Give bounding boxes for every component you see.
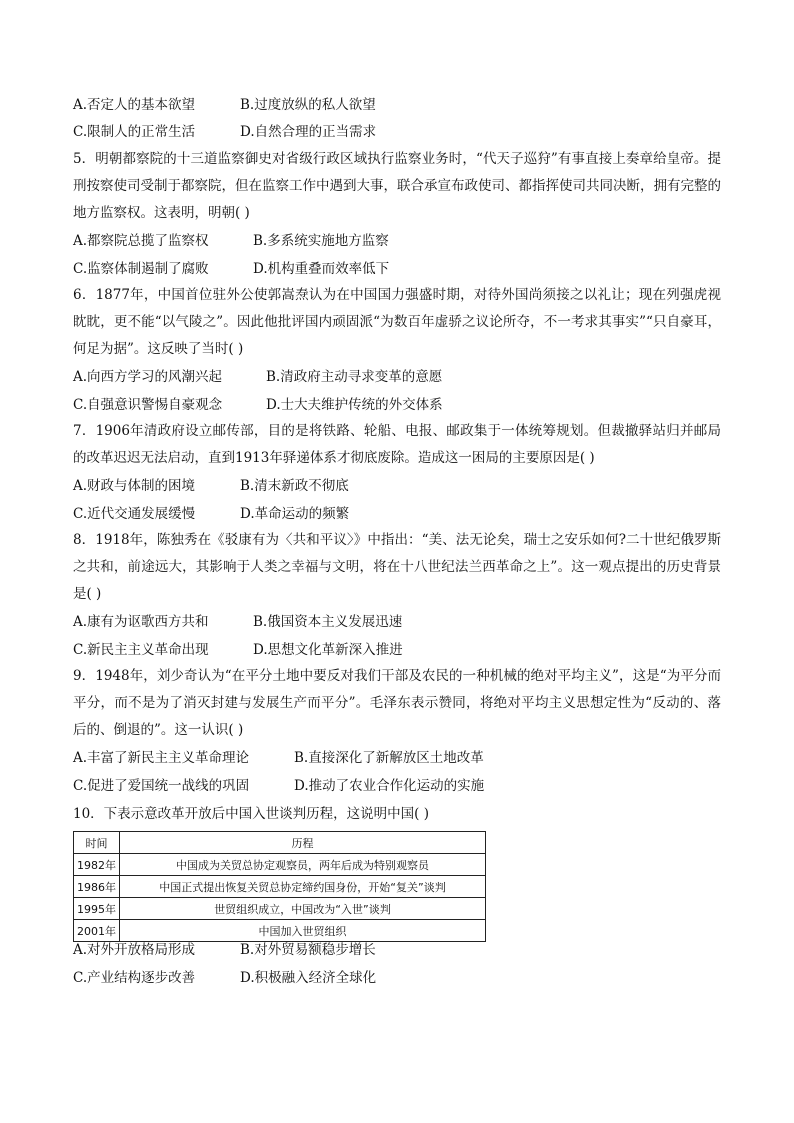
history-table [73, 831, 486, 942]
q6-option-c: C.自强意识警惕自豪观念 [73, 397, 223, 413]
q4-option-c: C.限制人的正常生活 [73, 124, 196, 140]
q10-option-d: D.积极融入经济全球化 [240, 970, 377, 986]
row-year: 1986年 [74, 876, 120, 898]
q8-option-d: D.思想文化革新深入推进 [253, 642, 403, 658]
row-event: 中国成为关贸总协定观察员，两年后成为特别观察员 [120, 854, 486, 876]
q10-stem: 10．下表示意改革开放后中国入世谈判历程，这说明中国( ) [73, 806, 430, 822]
q5-option-c: C.监察体制遏制了腐败 [73, 261, 209, 277]
q6-option-d: D.士大夫维护传统的外交体系 [266, 397, 443, 413]
q7-stem: 7．1906年清政府设立邮传部，目的是将铁路、轮船、电报、邮政集于一体统筹规划。但裁撤驿站归并邮局的改革迟迟无法启动，直到1913年驿递体系才彻底废除。造成这一困局的主要原因是( ) [73, 423, 721, 467]
q10-option-b: B.对外贸易额稳步增长 [240, 942, 376, 958]
q6-option-a: A.向西方学习的风潮兴起 [73, 369, 223, 385]
q9-option-b: B.直接深化了新解放区土地改革 [294, 750, 484, 766]
q8-option-a: A.康有为讴歌西方共和 [73, 614, 209, 630]
row-year: 1995年 [74, 898, 120, 920]
header-time: 时间 [74, 832, 120, 854]
q8-stem: 8．1918年，陈独秀在《驳康有为〈共和平议〉》中指出：“美、法无论矣，瑞士之安乐如何?二十世纪俄罗斯之共和，前途远大，其影响于人类之幸福与文明，将在十八世纪法兰西革命之上”。这一观点提出的历史背景是( ) [73, 532, 721, 603]
q9-option-d: D.推动了农业合作化运动的实施 [294, 778, 485, 794]
q5-stem: 5．明朝都察院的十三道监察御史对省级行政区域执行监察业务时，“代天子巡狩”有事直接上奏章给皇帝。提刑按察使司受制于都察院，但在监察工作中遇到大事，联合承宣布政使司、都指挥使司共同决断，拥有完整的地方监察权。这表明，明朝( ) [73, 151, 721, 222]
row-event: 中国加入世贸组织 [120, 920, 486, 942]
row-event: 世贸组织成立，中国改为“入世”谈判 [120, 898, 486, 920]
q6-stem: 6．1877年，中国首位驻外公使郭嵩焘认为在中国国力强盛时期，对待外国尚须接之以礼让；现在列强虎视眈眈，更不能“以气陵之”。因此他批评国内顽固派“为数百年虚骄之议论所夺，不一考求其事实”“只自豪耳，何足为据”。这反映了当时( ) [73, 287, 721, 358]
q10-option-c: C.产业结构逐步改善 [73, 970, 196, 986]
table-row [74, 876, 486, 898]
row-year: 2001年 [74, 920, 120, 942]
q5-option-d: D.机构重叠而效率低下 [253, 261, 390, 277]
q7-option-a: A.财政与体制的困境 [73, 478, 196, 494]
q7-option-b: B.清末新政不彻底 [240, 478, 349, 494]
table-row [74, 920, 486, 942]
table-row [74, 854, 486, 876]
table-row [74, 898, 486, 920]
row-event: 中国正式提出恢复关贸总协定缔约国身份，开始“复关”谈判 [120, 876, 486, 898]
q4-option-d: D.自然合理的正当需求 [240, 124, 377, 140]
q10-option-a: A.对外开放格局形成 [73, 942, 196, 958]
q4-option-a: A.否定人的基本欲望 [73, 97, 196, 113]
q7-option-c: C.近代交通发展缓慢 [73, 506, 196, 522]
q9-stem: 9．1948年，刘少奇认为“在平分土地中要反对我们干部及农民的一种机械的绝对平均主义”，这是“为平分而平分，而不是为了消灭封建与发展生产而平分”。毛泽东表示赞同，将绝对平均主义思想定性为“反动的、落后的、倒退的”。这一认识( ) [73, 668, 721, 739]
q5-option-b: B.多系统实施地方监察 [253, 233, 389, 249]
q5-option-a: A.都察院总揽了监察权 [73, 233, 209, 249]
q8-option-b: B.俄国资本主义发展迅速 [253, 614, 403, 630]
q9-option-a: A.丰富了新民主主义革命理论 [73, 750, 250, 766]
q4-option-b: B.过度放纵的私人欲望 [240, 97, 376, 113]
q8-option-c: C.新民主主义革命出现 [73, 642, 209, 658]
q9-option-c: C.促进了爱国统一战线的巩固 [73, 778, 250, 794]
q7-option-d: D.革命运动的频繁 [240, 506, 350, 522]
table-header-row [74, 832, 486, 854]
row-year: 1982年 [74, 854, 120, 876]
header-process: 历程 [120, 832, 486, 854]
q6-option-b: B.清政府主动寻求变革的意愿 [266, 369, 443, 385]
